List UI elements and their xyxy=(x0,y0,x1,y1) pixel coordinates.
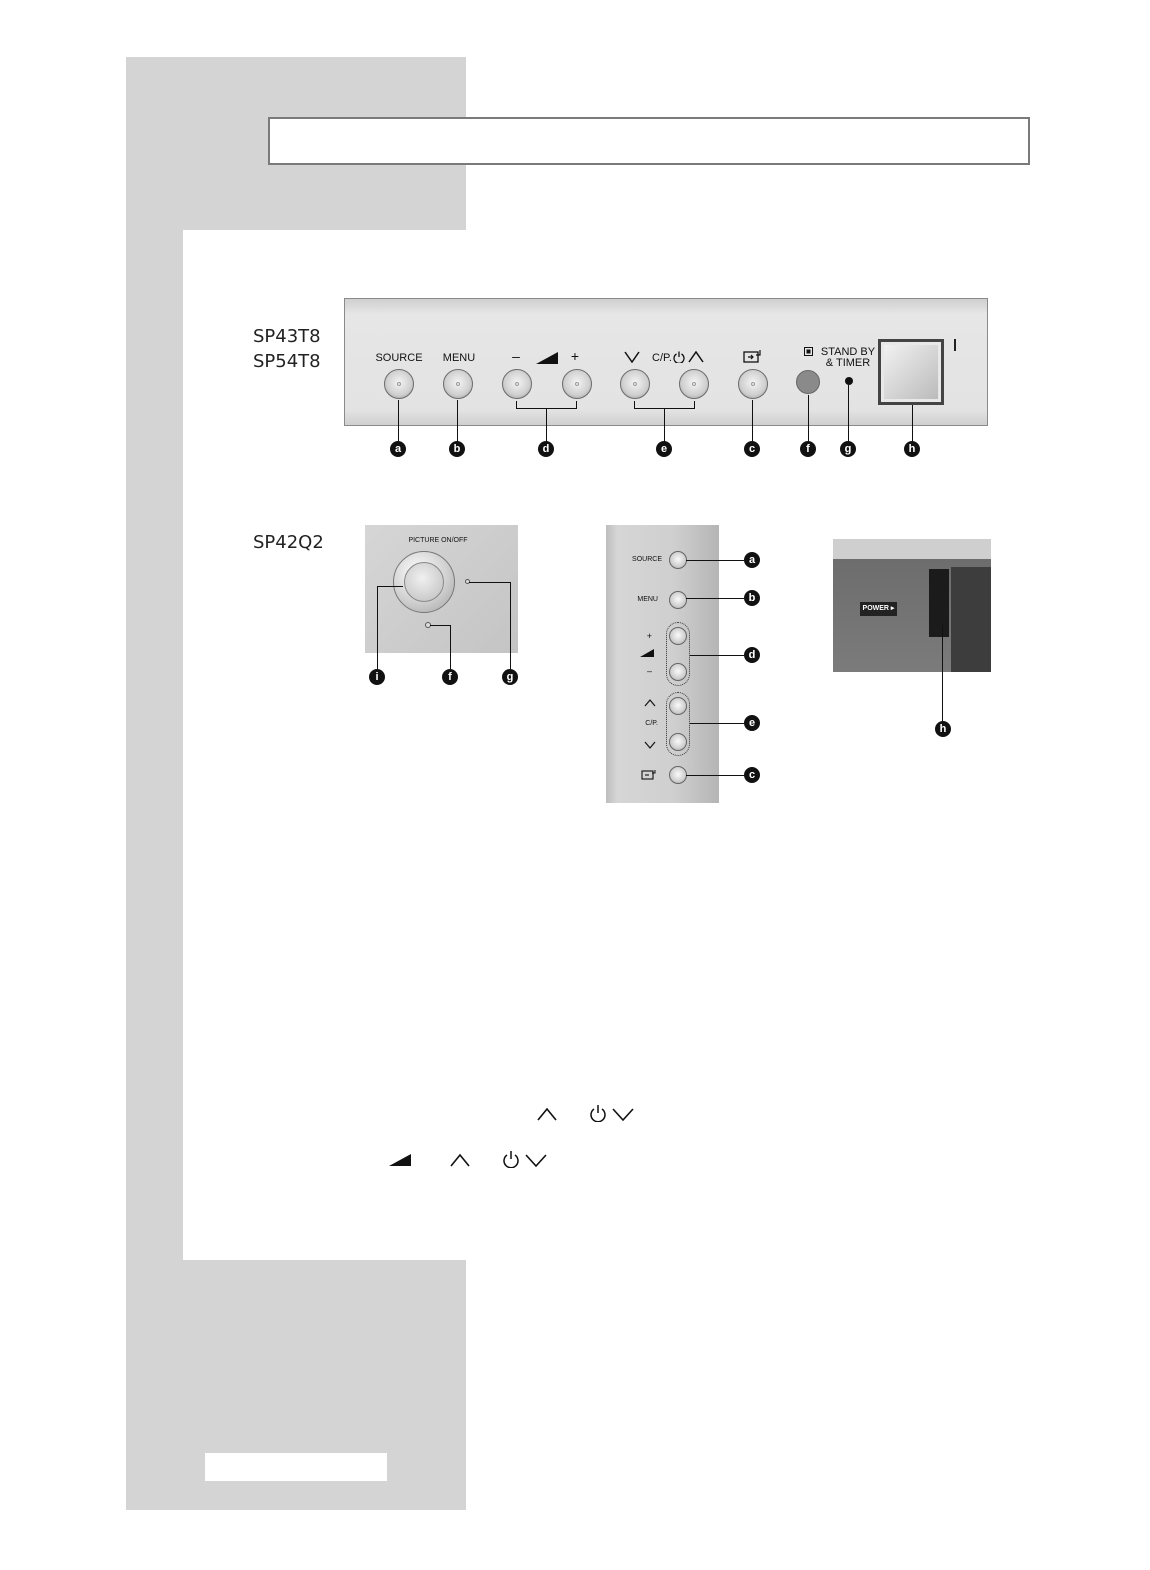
callout-a: a xyxy=(390,441,406,457)
leader-line-h xyxy=(912,405,913,442)
bracket-e xyxy=(634,401,695,409)
side-cp-label: C/P. xyxy=(645,720,658,727)
callout-c: c xyxy=(744,441,760,457)
remote-sensor xyxy=(796,370,820,394)
side-leader-e xyxy=(690,723,744,724)
leader-line-i-h xyxy=(377,586,403,587)
side-callout-c: c xyxy=(744,767,760,783)
callout-b: b xyxy=(449,441,465,457)
leader-line-g2-h xyxy=(469,582,510,583)
leader-line-e xyxy=(664,409,665,442)
channel-down-button[interactable] xyxy=(620,369,650,399)
source-button[interactable] xyxy=(384,369,414,399)
power-on-mark xyxy=(954,339,956,351)
leader-line-c xyxy=(752,400,753,442)
leader-line-f2 xyxy=(450,625,451,669)
picture-control-panel xyxy=(365,525,518,653)
text-chevron-up-icon xyxy=(537,1107,557,1121)
cp-label: C/P. xyxy=(652,352,672,364)
volume-minus-label: – xyxy=(512,348,520,364)
chevron-up-icon xyxy=(688,351,704,363)
callout-h: h xyxy=(904,441,920,457)
volume-down-button[interactable] xyxy=(502,369,532,399)
callout-f2: f xyxy=(442,669,458,685)
leader-line-f xyxy=(808,395,809,442)
side-volume-ramp-icon xyxy=(640,649,654,657)
channel-up-button[interactable] xyxy=(679,369,709,399)
side-source-button[interactable] xyxy=(669,551,687,569)
callout-i: i xyxy=(369,669,385,685)
side-enter-button[interactable] xyxy=(669,766,687,784)
text-power-icon-2 xyxy=(502,1150,520,1168)
side-callout-d: d xyxy=(744,647,760,663)
power-leader xyxy=(942,625,943,722)
power-switch[interactable] xyxy=(929,569,949,637)
side-volume-up-button[interactable] xyxy=(669,627,687,645)
sidebar-middle xyxy=(126,230,183,1260)
power-switch-panel xyxy=(833,539,991,672)
timer-label: & TIMER xyxy=(825,357,871,369)
callout-g2: g xyxy=(502,669,518,685)
side-callout-b: b xyxy=(744,590,760,606)
text-chevron-down-icon-2 xyxy=(525,1153,547,1167)
text-power-icon xyxy=(589,1104,607,1122)
text-chevron-up-icon-2 xyxy=(450,1153,470,1167)
input-icon xyxy=(743,349,763,363)
page-number-box xyxy=(205,1453,387,1481)
standby-label: STAND BY xyxy=(820,346,876,358)
side-input-icon xyxy=(641,769,657,780)
model-label-sp42q2: SP42Q2 xyxy=(253,532,324,553)
picture-on-off-label: PICTURE ON/OFF xyxy=(408,537,468,544)
source-label: SOURCE xyxy=(375,352,423,364)
text-volume-ramp-icon xyxy=(389,1154,411,1166)
sensor-icon xyxy=(804,347,813,356)
side-control-panel xyxy=(606,525,719,803)
power-button[interactable] xyxy=(878,339,944,405)
leader-line-i xyxy=(377,586,378,669)
power-callout-h: h xyxy=(935,721,951,737)
side-callout-e: e xyxy=(744,715,760,731)
enter-button[interactable] xyxy=(738,369,768,399)
side-menu-label: MENU xyxy=(637,596,658,603)
text-chevron-down-icon xyxy=(612,1107,634,1121)
power-recess xyxy=(951,567,991,672)
volume-ramp-icon xyxy=(536,352,558,364)
side-channel-up-button[interactable] xyxy=(669,697,687,715)
leader-line-d xyxy=(546,409,547,442)
picture-on-off-button[interactable] xyxy=(404,562,444,602)
side-menu-button[interactable] xyxy=(669,591,687,609)
side-leader-b xyxy=(686,598,744,599)
leader-line-b xyxy=(457,400,458,442)
leader-line-f2-h xyxy=(430,625,451,626)
callout-f: f xyxy=(800,441,816,457)
menu-label: MENU xyxy=(442,352,476,364)
chevron-down-icon xyxy=(624,351,640,363)
side-chevron-down-icon xyxy=(644,741,656,749)
side-plus-label: + xyxy=(646,631,652,641)
callout-e: e xyxy=(656,441,672,457)
callout-g: g xyxy=(840,441,856,457)
side-leader-a xyxy=(686,560,744,561)
side-leader-d xyxy=(690,655,744,656)
side-channel-down-button[interactable] xyxy=(669,733,687,751)
model-label-sp54t8: SP54T8 xyxy=(253,351,321,372)
leader-line-a xyxy=(398,400,399,442)
standby-indicator xyxy=(845,377,853,385)
side-callout-a: a xyxy=(744,552,760,568)
menu-button[interactable] xyxy=(443,369,473,399)
bracket-d xyxy=(516,401,577,409)
leader-line-g xyxy=(848,385,849,442)
side-volume-down-button[interactable] xyxy=(669,663,687,681)
leader-line-g2 xyxy=(510,582,511,669)
side-minus-label: – xyxy=(646,666,652,676)
side-leader-c xyxy=(686,775,744,776)
power-label: POWER ▸ xyxy=(860,602,897,616)
title-box xyxy=(268,117,1030,165)
side-source-label: SOURCE xyxy=(632,556,662,563)
side-chevron-up-icon xyxy=(644,699,656,707)
power-icon xyxy=(673,351,685,363)
callout-d: d xyxy=(538,441,554,457)
volume-plus-label: + xyxy=(570,348,580,364)
volume-up-button[interactable] xyxy=(562,369,592,399)
model-label-sp43t8: SP43T8 xyxy=(253,326,321,347)
